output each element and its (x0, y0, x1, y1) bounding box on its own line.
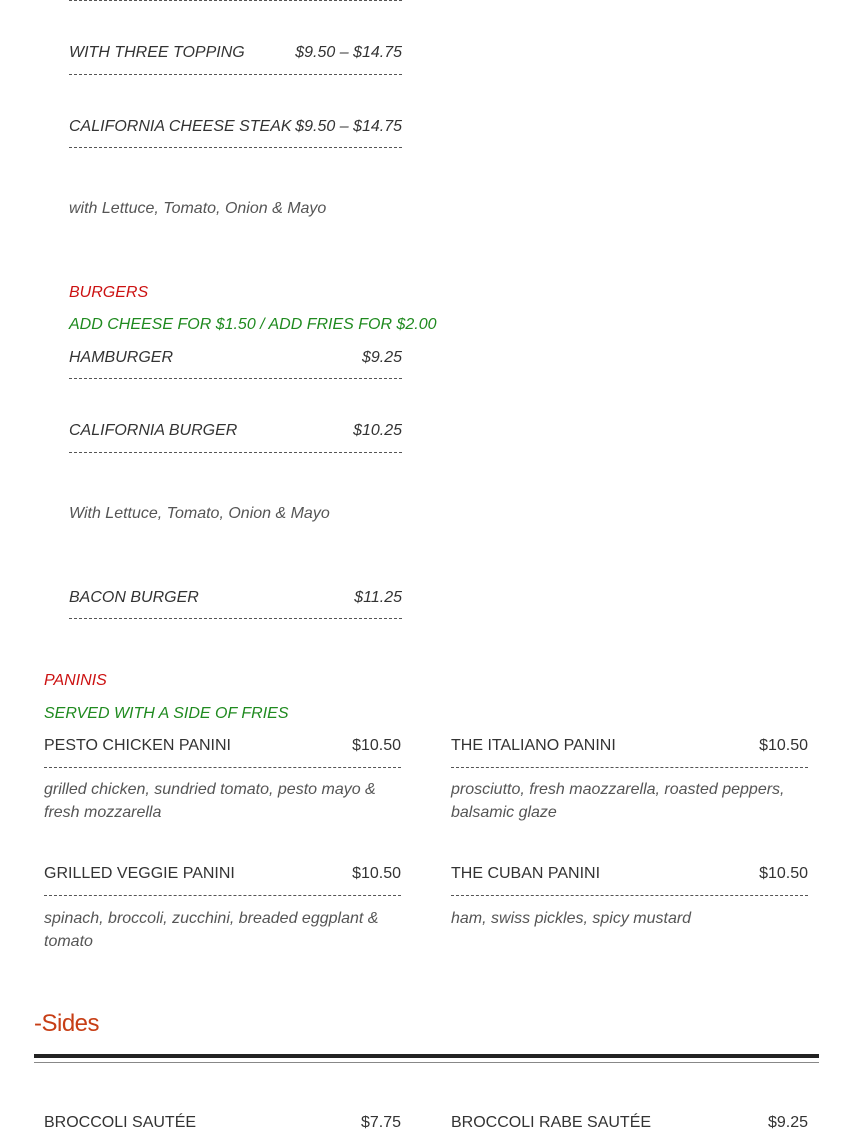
section-note-paninis: SERVED WITH A SIDE OF FRIES (44, 705, 289, 722)
menu-item-name: PESTO CHICKEN PANINI (44, 737, 231, 754)
menu-item-name: THE CUBAN PANINI (451, 865, 601, 882)
item-divider (69, 0, 402, 1)
menu-item-price: $10.50 (759, 737, 808, 754)
section-title-paninis: PANINIS (44, 672, 107, 689)
section-rule (34, 1062, 819, 1063)
menu-item-name: CALIFORNIA CHEESE STEAK (69, 118, 292, 135)
menu-item-name: THE ITALIANO PANINI (451, 737, 616, 754)
item-divider (451, 895, 808, 896)
menu-item-price: $10.50 (352, 737, 401, 754)
menu-item-description: ham, swiss pickles, spicy mustard (451, 910, 692, 927)
menu-item-name: HAMBURGER (69, 349, 174, 366)
menu-item-description: grilled chicken, sundried tomato, pesto mayo & fresh mozzarella (44, 781, 376, 821)
item-divider (69, 378, 402, 379)
menu-item-name: BROCCOLI RABE SAUTÉE (451, 1114, 652, 1131)
menu-item-price: $10.50 (759, 865, 808, 882)
section-title-burgers: BURGERS (69, 284, 149, 301)
menu-item-price: $9.25 (767, 1114, 808, 1131)
section-heading-sides: -Sides (34, 1010, 100, 1037)
menu-item-price: $9.50 – $14.75 (295, 118, 402, 135)
menu-item-price: $9.25 (361, 349, 402, 366)
menu-item-price: $10.50 (352, 865, 401, 882)
menu-item-name: GRILLED VEGGIE PANINI (44, 865, 235, 882)
menu-item-name: BACON BURGER (69, 589, 199, 606)
menu-item-description: spinach, broccoli, zucchini, breaded eggplant & tomato (44, 910, 379, 950)
item-divider (44, 895, 401, 896)
item-divider (69, 147, 402, 148)
item-divider (451, 767, 808, 768)
menu-item-name: WITH THREE TOPPING (69, 44, 245, 61)
menu-item-description: With Lettuce, Tomato, Onion & Mayo (69, 505, 330, 522)
item-divider (69, 74, 402, 75)
menu-item-name: BROCCOLI SAUTÉE (44, 1114, 197, 1131)
section-rule (34, 1054, 819, 1058)
menu-item-price: $10.25 (353, 422, 402, 439)
menu-item-description: prosciutto, fresh maozzarella, roasted peppers, balsamic glaze (451, 781, 785, 821)
menu-item-description: with Lettuce, Tomato, Onion & Mayo (69, 200, 327, 217)
menu-item-price: $9.50 – $14.75 (295, 44, 402, 61)
item-divider (44, 767, 401, 768)
item-divider (69, 618, 402, 619)
menu-item-price: $7.75 (360, 1114, 401, 1131)
item-divider (69, 452, 402, 453)
menu-item-price: $11.25 (354, 589, 402, 606)
section-note-burgers: ADD CHEESE FOR $1.50 / ADD FRIES FOR $2.00 (69, 316, 437, 333)
menu-item-name: CALIFORNIA BURGER (69, 422, 238, 439)
